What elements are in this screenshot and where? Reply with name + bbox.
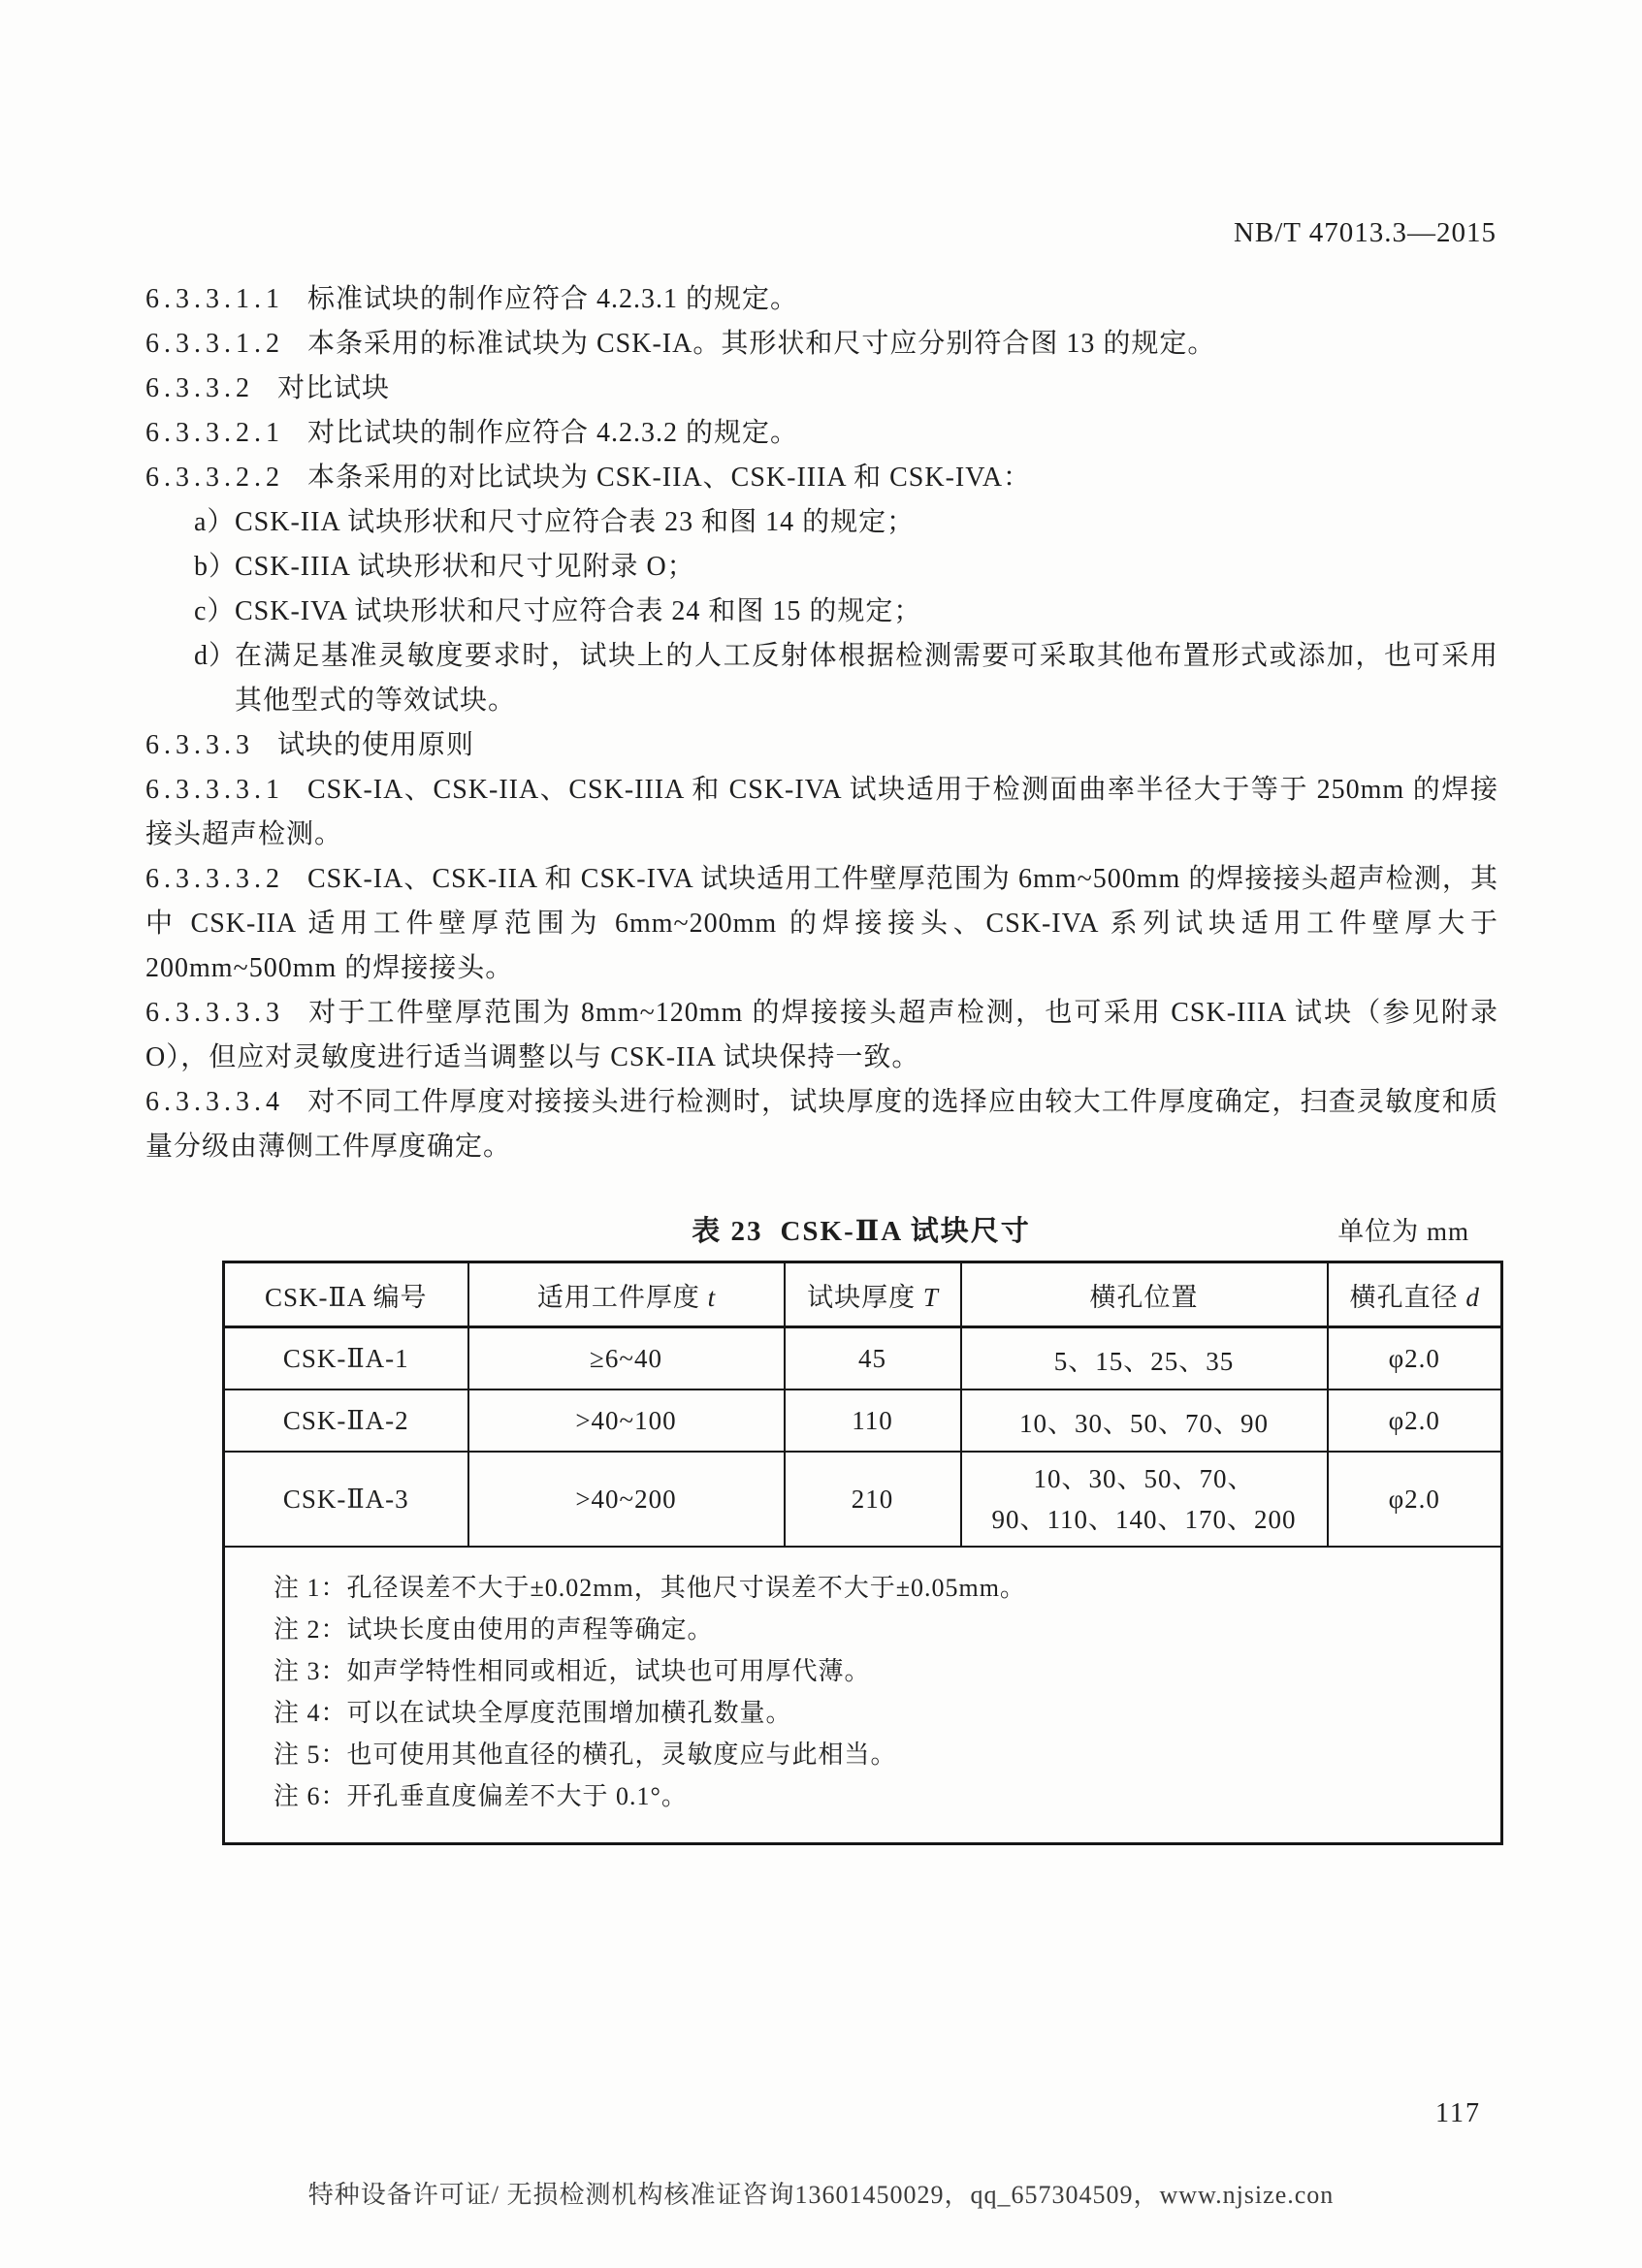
clause-number: 6.3.3.3.4 xyxy=(145,1087,284,1117)
list-item-text: CSK-IIA 试块形状和尺寸应符合表 23 和图 14 的规定； xyxy=(235,507,916,537)
clause-paragraph xyxy=(145,322,1498,367)
clause-paragraph xyxy=(145,367,1498,411)
clause-text: 对比试块的制作应符合 4.2.3.2 的规定。 xyxy=(307,418,799,448)
table-row xyxy=(224,1390,1502,1452)
table-caption-title: CSK-ⅡA 试块尺寸 xyxy=(780,1216,1031,1247)
spec-table xyxy=(222,1261,1503,1845)
column-header xyxy=(224,1262,468,1327)
table-cell: CSK-ⅡA-2 xyxy=(224,1390,468,1452)
clause-number: 6.3.3.1.2 xyxy=(145,329,284,359)
clause-number: 6.3.3.1.1 xyxy=(145,284,284,314)
list-item xyxy=(145,590,1498,634)
table-note: 注 1：孔径误差不大于±0.02mm，其他尺寸误差不大于±0.05mm。 xyxy=(274,1574,1026,1602)
column-header-label: 横孔直径 xyxy=(1349,1282,1466,1312)
column-header-label: 横孔位置 xyxy=(1089,1282,1199,1312)
list-item xyxy=(145,545,1498,590)
clause-paragraph xyxy=(145,456,1498,500)
clause-text: CSK-IA、CSK-IIA 和 CSK-IVA 试块适用工件壁厚范围为 6mm~500mm 的焊接接头超声检测，其中 CSK-IIA 适用工件壁厚范围为 6mm~200mm 的焊接接头、CSK-IVA 系列试块适用工件壁厚大于 200mm~500mm 的焊接接头。 xyxy=(145,864,1498,983)
list-item xyxy=(145,500,1498,545)
table-cell: CSK-ⅡA-1 xyxy=(224,1327,468,1390)
list-item-text: CSK-IIIA 试块形状和尺寸见附录 O； xyxy=(235,552,695,582)
clause-paragraph xyxy=(145,1080,1498,1169)
table-note: 注 3：如声学特性相同或相近，试块也可用厚代薄。 xyxy=(274,1657,871,1685)
clause-text: 试块的使用原则 xyxy=(277,730,475,760)
table-cell: ≥6~40 xyxy=(468,1327,785,1390)
table-cell: 10、30、50、70、90 xyxy=(961,1390,1328,1452)
table-row xyxy=(224,1327,1502,1390)
table-unit-label: 单位为 mm xyxy=(1337,1217,1469,1246)
clause-paragraph xyxy=(145,768,1498,857)
list-item-marker: b） xyxy=(194,552,238,582)
clause-paragraph xyxy=(145,723,1498,768)
clause-text: CSK-IA、CSK-IIA、CSK-IIIA 和 CSK-IVA 试块适用于检测面曲率半径大于等于 250mm 的焊接接头超声检测。 xyxy=(145,775,1498,849)
column-header xyxy=(961,1262,1328,1327)
list-item-marker: a） xyxy=(194,507,236,537)
clause-number: 6.3.3.2.2 xyxy=(145,463,284,493)
table-cell: 110 xyxy=(785,1390,961,1452)
clause-number: 6.3.3.2 xyxy=(145,373,254,403)
clause-text: 对比试块 xyxy=(277,373,391,403)
table-caption xyxy=(222,1209,1500,1249)
standard-code: NB/T 47013.3—2015 xyxy=(1233,217,1497,248)
clause-text: 对于工件壁厚范围为 8mm~120mm 的焊接接头超声检测，也可采用 CSK-IIIA 试块（参见附录 O），但应对灵敏度进行适当调整以与 CSK-IIA 试块保持一致。 xyxy=(145,998,1498,1072)
table-cell: 210 xyxy=(785,1452,961,1547)
table-cell: CSK-ⅡA-3 xyxy=(224,1452,468,1547)
clause-text: 标准试块的制作应符合 4.2.3.1 的规定。 xyxy=(307,284,799,314)
clause-number: 6.3.3.3.3 xyxy=(145,998,284,1028)
footer-service-text: 特种设备许可证/ 无损检测机构核准证咨询13601450029，qq_657304509，www.njsize.con xyxy=(307,2181,1335,2209)
list-item-text: CSK-IVA 试块形状和尺寸应符合表 24 和图 15 的规定； xyxy=(235,596,922,626)
list-item-marker: d） xyxy=(194,641,238,671)
table-note: 注 5：也可使用其他直径的横孔，灵敏度应与此相当。 xyxy=(274,1741,897,1769)
table-notes-cell xyxy=(224,1547,1502,1844)
table-cell: 5、15、25、35 xyxy=(961,1327,1328,1390)
table-cell: φ2.0 xyxy=(1328,1327,1502,1390)
table-note: 注 4：可以在试块全厚度范围增加横孔数量。 xyxy=(274,1699,792,1727)
column-header-var: t xyxy=(707,1282,716,1312)
clause-number: 6.3.3.2.1 xyxy=(145,418,284,448)
holes-line: 90、110、140、170、200 xyxy=(991,1505,1297,1534)
table-cell: >40~100 xyxy=(468,1390,785,1452)
clause-text: 本条采用的标准试块为 CSK-IA。其形状和尺寸应分别符合图 13 的规定。 xyxy=(307,329,1216,359)
clause-number: 6.3.3.3 xyxy=(145,730,254,760)
clause-paragraph xyxy=(145,411,1498,456)
column-header-label: 适用工件厚度 xyxy=(536,1282,708,1312)
column-header-var: d xyxy=(1465,1282,1479,1312)
clause-number: 6.3.3.3.1 xyxy=(145,775,284,805)
clause-paragraph xyxy=(145,991,1498,1080)
table-header-row xyxy=(224,1262,1502,1327)
page-number: 117 xyxy=(1435,2098,1481,2128)
list-item xyxy=(145,634,1498,723)
clause-number: 6.3.3.3.2 xyxy=(145,864,284,894)
column-header-label: 试块厚度 xyxy=(807,1282,923,1312)
body-text xyxy=(145,277,1498,1169)
table-note: 注 2：试块长度由使用的声程等确定。 xyxy=(274,1615,714,1644)
table-cell xyxy=(961,1452,1328,1547)
table-cell: 45 xyxy=(785,1327,961,1390)
table-cell: >40~200 xyxy=(468,1452,785,1547)
list-item-text: 在满足基准灵敏度要求时，试块上的人工反射体根据检测需要可采取其他布置形式或添加，也可采用其他型式的等效试块。 xyxy=(235,641,1498,716)
column-header xyxy=(1328,1262,1502,1327)
table-row xyxy=(224,1452,1502,1547)
clause-paragraph xyxy=(145,277,1498,322)
table-caption-row xyxy=(222,1209,1500,1246)
column-header xyxy=(468,1262,785,1327)
table-notes-row xyxy=(224,1547,1502,1844)
clause-text: 本条采用的对比试块为 CSK-IIA、CSK-IIIA 和 CSK-IVA： xyxy=(307,463,1032,493)
holes-line: 10、30、50、70、 xyxy=(1033,1464,1255,1493)
table-note: 注 6：开孔垂直度偏差不大于 0.1°。 xyxy=(274,1782,688,1810)
clause-text: 对不同工件厚度对接接头进行检测时，试块厚度的选择应由较大工件厚度确定，扫查灵敏度和质量分级由薄侧工件厚度确定。 xyxy=(145,1087,1498,1162)
clause-paragraph xyxy=(145,857,1498,991)
column-header xyxy=(785,1262,961,1327)
table-cell: φ2.0 xyxy=(1328,1452,1502,1547)
table-caption-label: 表 23 xyxy=(692,1216,763,1247)
column-header-var: T xyxy=(922,1282,938,1312)
list-item-marker: c） xyxy=(194,596,236,626)
column-header-label: CSK-ⅡA 编号 xyxy=(264,1282,428,1312)
table-cell: φ2.0 xyxy=(1328,1390,1502,1452)
